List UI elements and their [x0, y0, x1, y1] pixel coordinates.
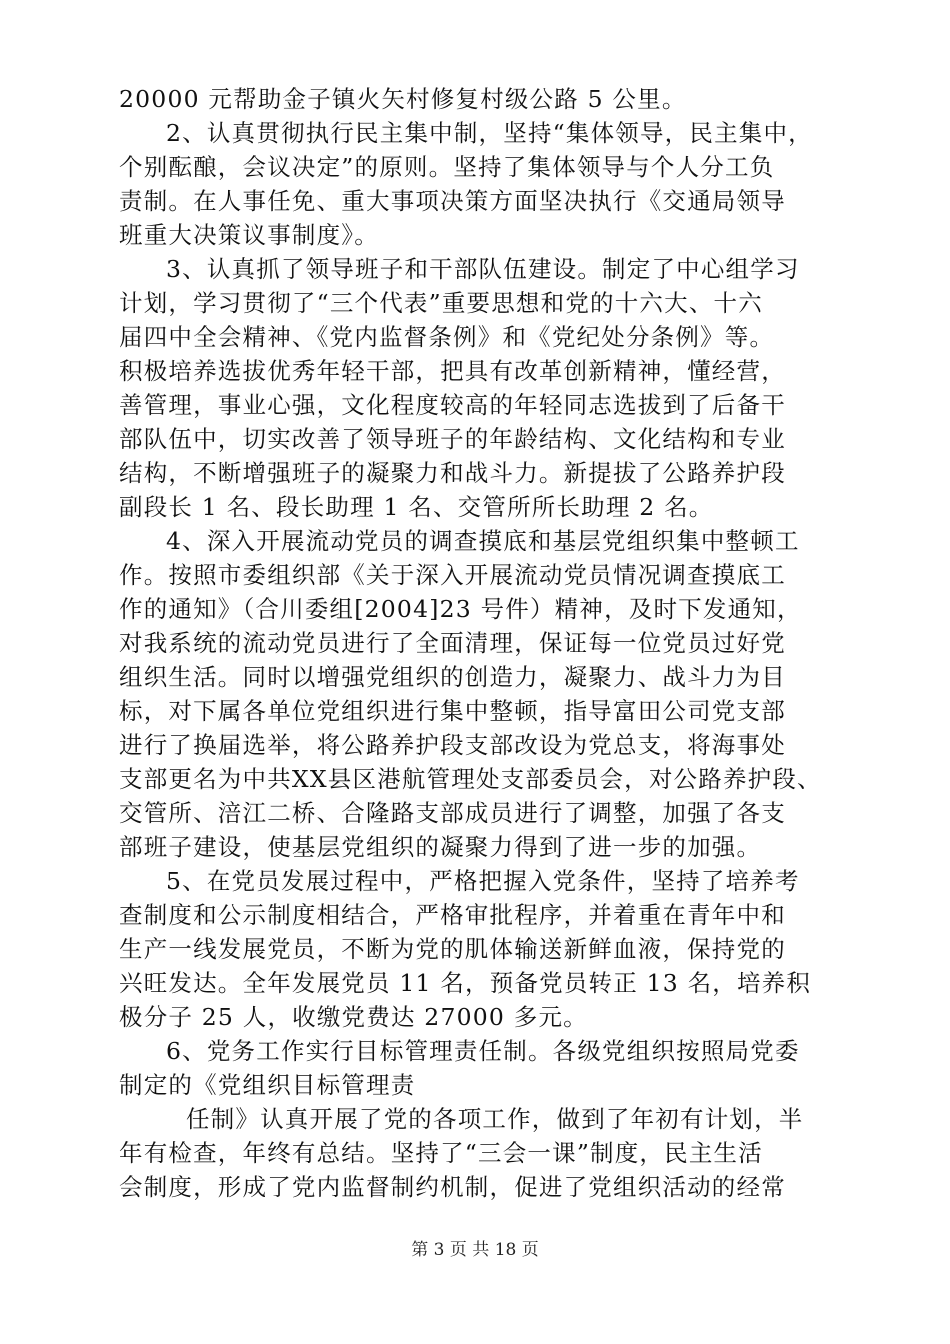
text-line: 查制度和公示制度相结合，严格审批程序，并着重在青年中和: [119, 901, 786, 929]
text-line: 责制。在人事任免、重大事项决策方面坚决执行《交通局领导: [119, 187, 786, 215]
text-line: 部班子建设，使基层党组织的凝聚力得到了进一步的加强。: [119, 833, 762, 861]
text-line: 届四中全会精神、《党内监督条例》和《党纪处分条例》等。: [119, 323, 775, 351]
text-line: 2、认真贯彻执行民主集中制，坚持“集体领导，民主集中，: [166, 119, 813, 147]
text-line: 制定的《党组织目标管理责: [119, 1071, 416, 1099]
text-line: 积极培养选拔优秀年轻干部，把具有改革创新精神，懂经营，: [119, 357, 786, 385]
text-line: 部队伍中，切实改善了领导班子的年龄结构、文化结构和专业: [119, 425, 786, 453]
text-line: 极分子 25 人，收缴党费达 27000 多元。: [119, 1003, 588, 1031]
text-line: 计划，学习贯彻了“三个代表”重要思想和党的十六大、十六: [119, 289, 763, 317]
text-line: 标，对下属各单位党组织进行集中整顿，指导富田公司党支部: [119, 697, 786, 725]
text-line: 兴旺发达。全年发展党员 11 名，预备党员转正 13 名，培养积: [119, 969, 812, 997]
text-line: 4、深入开展流动党员的调查摸底和基层党组织集中整顿工: [166, 527, 800, 555]
text-line: 进行了换届选举，将公路养护段支部改设为党总支，将海事处: [119, 731, 786, 759]
text-line: 20000 元帮助金子镇火矢村修复村级公路 5 公里。: [119, 85, 687, 113]
text-line: 个别酝酿，会议决定”的原则。坚持了集体领导与个人分工负: [119, 153, 775, 181]
text-line: 任制》认真开展了党的各项工作，做到了年初有计划，半: [186, 1105, 804, 1133]
text-line: 交管所、涪江二桥、合隆路支部成员进行了调整，加强了各支: [119, 799, 786, 827]
text-line: 生产一线发展党员，不断为党的肌体输送新鲜血液，保持党的: [119, 935, 786, 963]
text-line: 年有检查，年终有总结。坚持了“三会一课”制度，民主生活: [119, 1139, 763, 1167]
text-line: 副段长 1 名、段长助理 1 名、交管所所长助理 2 名。: [119, 493, 714, 521]
text-line: 结构，不断增强班子的凝聚力和战斗力。新提拔了公路养护段: [119, 459, 786, 487]
text-line: 3、认真抓了领导班子和干部队伍建设。制定了中心组学习: [166, 255, 800, 283]
page-footer: 第 3 页 共 18 页: [411, 1240, 539, 1260]
text-line: 会制度，形成了党内监督制约机制，促进了党组织活动的经常: [119, 1173, 786, 1201]
text-line: 作。按照市委组织部《关于深入开展流动党员情况调查摸底工: [119, 561, 786, 589]
text-line: 班重大决策议事制度》。: [119, 221, 379, 249]
text-line: 作的通知》（合川委组[2004]23 号件）精神，及时下发通知，: [119, 595, 802, 623]
text-line: 对我系统的流动党员进行了全面清理，保证每一位党员过好党: [119, 629, 786, 657]
text-line: 善管理，事业心强，文化程度较高的年轻同志选拔到了后备干: [119, 391, 786, 419]
text-line: 6、党务工作实行目标管理责任制。各级党组织按照局党委: [166, 1037, 800, 1065]
text-line: 组织生活。同时以增强党组织的创造力，凝聚力、战斗力为目: [119, 663, 786, 691]
text-line: 支部更名为中共XX县区港航管理处支部委员会，对公路养护段、: [119, 765, 822, 793]
text-line: 5、在党员发展过程中，严格把握入党条件，坚持了培养考: [166, 867, 800, 895]
